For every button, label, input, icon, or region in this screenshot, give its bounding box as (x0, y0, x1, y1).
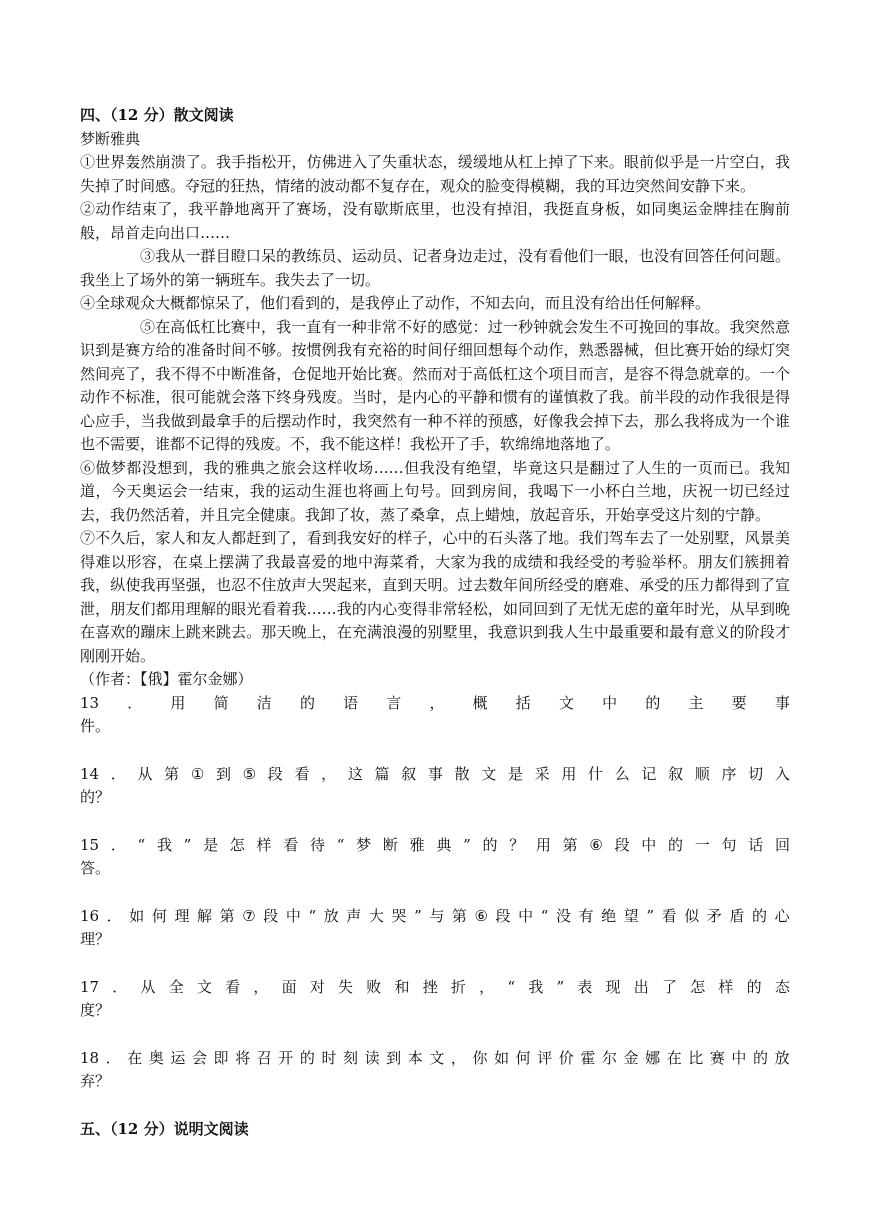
question-text-continuation: 件。 (80, 717, 111, 735)
question-text-continuation: 的？ (80, 788, 111, 806)
question-text-continuation: 理？ (80, 930, 111, 948)
question-item (80, 692, 790, 739)
essay-title: 梦断雅典 (80, 129, 141, 148)
essay-body (80, 151, 790, 668)
essay-paragraph: ⑤在高低杠比赛中，我一直有一种非常不好的感觉：过一秒钟就会发生不可挽回的事故。我突然意识到是赛方给的准备时间不够。按惯例我有充裕的时间仔细回想每个动作，熟悉器械，但比赛开始的绿灯突然间亮了，我不得不中断准备，仓促地开始比赛。然而对于高低杠这个项目而言，是容不得急就章的。一个动作不标准，很可能就会落下终身残废。当时，是内心的平静和惯有的谨慎救了我。前半段的动作我很是得心应手，当我做到最拿手的后摆动作时，我突然有一种不祥的预感，好像我会掉下去，那么我将成为一个谁也不需要，谁都不记得的残废。不，我不能这样！我松开了手，软绵绵地落地了。 (80, 317, 790, 453)
question-text-line: 14 ． 从 第 ① 到 ⑤ 段 看 ， 这 篇 叙 事 散 文 是 采 用 什 么 记 叙 顺 序 切 入 (80, 764, 790, 783)
question-item (80, 1047, 790, 1094)
question-text-line: 16 ． 如 何 理 解 第 ⑦ 段 中 “ 放 声 大 哭 ” 与 第 ⑥ 段 中 “ 没 有 绝 望 ” 看 似 矛 盾 的 心 (80, 906, 790, 925)
question-item (80, 905, 790, 952)
question-item (80, 834, 790, 881)
question-item (80, 976, 790, 1023)
exam-page (80, 104, 790, 1156)
essay-paragraph: ④全球观众大概都惊呆了，他们看到的，是我停止了动作，不知去向，而且没有给出任何解释。 (80, 294, 711, 312)
essay-paragraph: ①世界轰然崩溃了。我手指松开，仿佛进入了失重状态，缓缓地从杠上掉了下来。眼前似乎是一片空白，我失掉了时间感。夺冠的狂热，情绪的波动都不复存在，观众的脸变得模糊，我的耳边突然间安静下来。 (80, 153, 790, 195)
question-text-continuation: 弃？ (80, 1072, 111, 1090)
question-item (80, 763, 790, 810)
essay-paragraph: ②动作结束了，我平静地离开了赛场，没有歇斯底里，也没有掉泪，我挺直身板，如同奥运金牌挂在胸前般，昂首走向出口…… (80, 200, 790, 242)
question-text-continuation: 度？ (80, 1001, 111, 1019)
question-list (80, 692, 790, 1094)
question-text-continuation: 答。 (80, 859, 111, 877)
question-text-line: 15 ． “ 我 ” 是 怎 样 看 待 “ 梦 断 雅 典 ” 的 ？ 用 第 ⑥ 段 中 的 一 句 话 回 (80, 835, 790, 854)
essay-paragraph: ⑦不久后，家人和友人都赶到了，看到我安好的样子，心中的石头落了地。我们驾车去了一处别墅，风景美得难以形容，在桌上摆满了我最喜爱的地中海菜肴，大家为我的成绩和我经受的考验举杯。朋友们簇拥着我，纵使我再坚强，也忍不住放声大哭起来，直到天明。过去数年间所经受的磨难、承受的压力都得到了宣泄，朋友们都用理解的眼光看着我……我的内心变得非常轻松，如同回到了无忧无虑的童年时光，从早到晚在喜欢的蹦床上跳来跳去。那天晚上，在充满浪漫的别墅里，我意识到我人生中最重要和最有意义的阶段才刚刚开始。 (80, 529, 790, 665)
section-4-title: 四、（12 分）散文阅读 (80, 106, 234, 124)
question-text-line: 17 ． 从 全 文 看 ， 面 对 失 败 和 挫 折 ， “ 我 ” 表 现 出 了 怎 样 的 态 (80, 977, 790, 996)
essay-paragraph: ⑥做梦都没想到，我的雅典之旅会这样收场……但我没有绝望，毕竟这只是翻过了人生的一页而已。我知道，今天奥运会一结束，我的运动生涯也将画上句号。回到房间，我喝下一小杯白兰地，庆祝一切已经过去，我仍然活着，并且完全健康。我卸了妆，蒸了桑拿，点上蜡烛，放起音乐，开始享受这片刻的宁静。 (80, 458, 790, 524)
question-text-line: 13 ． 用 简 洁 的 语 言 ， 概 括 文 中 的 主 要 事 (80, 693, 790, 712)
question-text-line: 18 ． 在 奥 运 会 即 将 召 开 的 时 刻 读 到 本 文 ， 你 如 何 评 价 霍 尔 金 娜 在 比 赛 中 的 放 (80, 1048, 790, 1067)
author-line: （作者：【俄】霍尔金娜） (80, 670, 253, 688)
section-5-title: 五、（12 分）说明文阅读 (80, 1119, 249, 1138)
essay-paragraph: ③我从一群目瞪口呆的教练员、运动员、记者身边走过，没有看他们一眼，也没有回答任何问题。我坐上了场外的第一辆班车。我失去了一切。 (80, 247, 790, 289)
